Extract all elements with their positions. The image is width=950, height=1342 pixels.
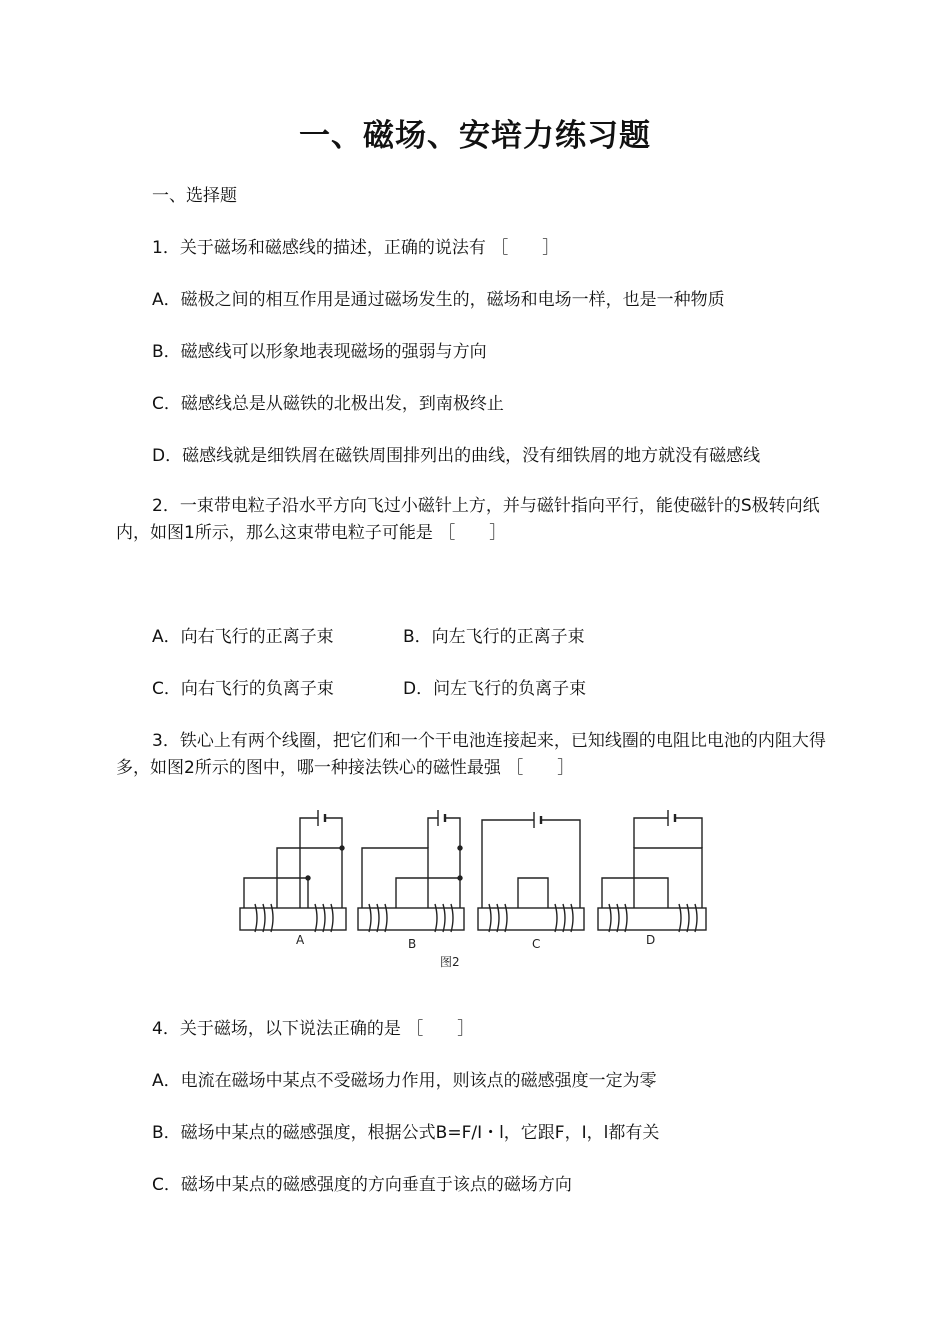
question-4-stem: 4．关于磁场，以下说法正确的是 ［ ］ xyxy=(152,1019,475,1039)
figure-label-d: D xyxy=(646,933,656,947)
circuit-a xyxy=(240,810,346,932)
question-2-option-b: B．向左飞行的正离子束 xyxy=(403,627,585,647)
question-4-option-b: B．磁场中某点的磁感强度，根据公式B=F/I・l，它跟F，I，l都有关 xyxy=(152,1123,660,1143)
question-1-option-c: C．磁感线总是从磁铁的北极出发，到南极终止 xyxy=(152,394,504,414)
circuit-diagram xyxy=(236,804,716,974)
question-1-option-a: A．磁极之间的相互作用是通过磁场发生的，磁场和电场一样，也是一种物质 xyxy=(152,290,725,310)
question-4-option-a: A．电流在磁场中某点不受磁场力作用，则该点的磁感强度一定为零 xyxy=(152,1071,657,1091)
question-1-stem: 1．关于磁场和磁感线的描述，正确的说法有 ［ ］ xyxy=(152,238,560,258)
question-3-stem: 3．铁心上有两个线圈，把它们和一个干电池连接起来，已知线圈的电阻比电池的内阻大得多，如图2所示的图中，哪一种接法铁心的磁性最强 ［ ］ xyxy=(116,731,826,778)
figure-label-c: C xyxy=(532,937,541,951)
question-2-option-d: D．问左飞行的负离子束 xyxy=(403,679,587,699)
question-4-option-c: C．磁场中某点的磁感强度的方向垂直于该点的磁场方向 xyxy=(152,1175,572,1195)
circuit-d xyxy=(598,810,706,932)
figure-caption: 图2 xyxy=(440,955,460,969)
question-2-option-c: C．向右飞行的负离子束 xyxy=(152,679,334,699)
question-2-stem: 2．一束带电粒子沿水平方向飞过小磁针上方，并与磁针指向平行，能使磁针的S极转向纸内，如图1所示，那么这束带电粒子可能是 ［ ］ xyxy=(116,496,820,543)
figure-2-circuits xyxy=(236,804,716,974)
page-title: 一、磁场、安培力练习题 xyxy=(299,118,651,154)
section-heading: 一、选择题 xyxy=(152,186,237,206)
circuit-b xyxy=(358,810,464,932)
circuit-c xyxy=(478,812,584,932)
question-1-option-b: B．磁感线可以形象地表现磁场的强弱与方向 xyxy=(152,342,487,362)
question-2-option-a: A．向右飞行的正离子束 xyxy=(152,627,334,647)
figure-label-b: B xyxy=(408,937,417,951)
question-1-option-d: D．磁感线就是细铁屑在磁铁周围排列出的曲线，没有细铁屑的地方就没有磁感线 xyxy=(152,446,761,466)
figure-label-a: A xyxy=(296,933,305,947)
